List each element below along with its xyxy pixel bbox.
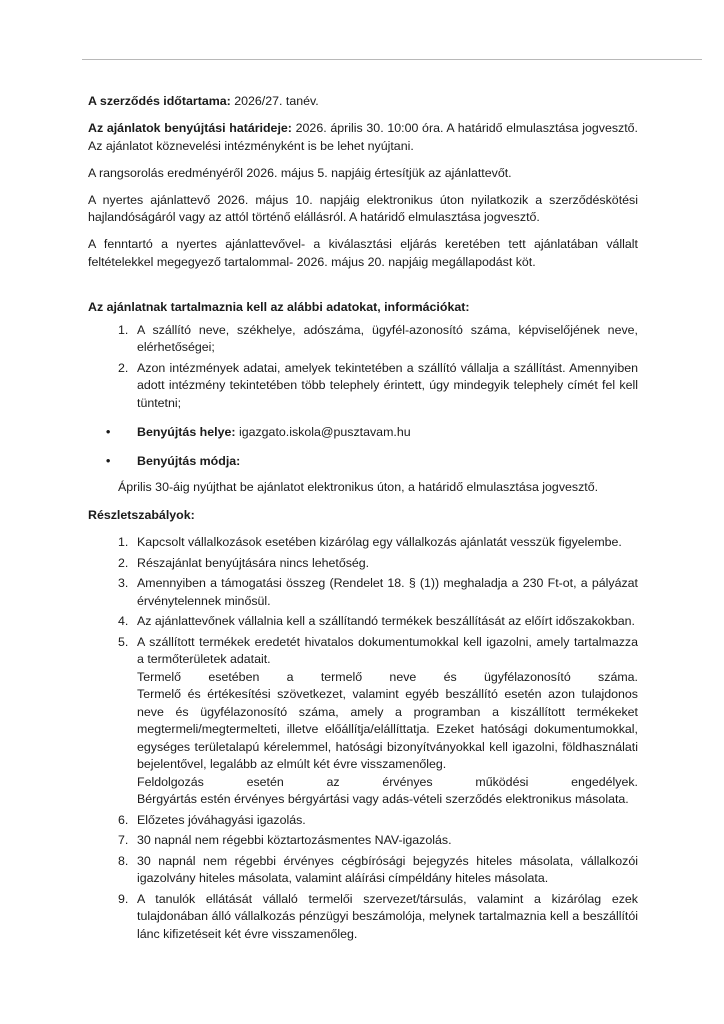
submission-deadline-label: Az ajánlatok benyújtási határideje: bbox=[88, 121, 292, 135]
list-number: 2. bbox=[118, 360, 129, 375]
list-text: A tanulók ellátását vállaló termelői szervezet/társulás, valamint a kizárólag ezek tulajdonában álló vállalkozás pénzügyi beszámolója, melynek tartalmaznia kell a beszállítói lánc kifizetéseit két évre visszamenőleg. bbox=[137, 891, 638, 941]
submission-place bbox=[88, 424, 638, 442]
cooperative-subtext: Termelő és értékesítési szövetkezet, valamint egyéb beszállító esetén azon tulajdonos neve és ügyfélazonosító száma, amely a programban a kiszállított termékeket megtermeli/megtermelteti, illetve előállítja/elállíttatja. Ezeket hatósági dokumentumokkal, egységes területalapú kérelemmel, hatósági bizonyítványokkal kell igazolni, földhasználati bejelentővel, legalább az elmúlt két évre visszamenőleg. bbox=[137, 687, 638, 771]
list-item bbox=[88, 555, 638, 573]
list-text: Kapcsolt vállalkozások esetében kizárólag egy vállalkozás ajánlatát vesszük figyelembe. bbox=[137, 535, 622, 549]
submission-deadline bbox=[88, 120, 638, 155]
list-number: 4. bbox=[118, 614, 129, 628]
list-item bbox=[88, 812, 638, 830]
submission-place-label: Benyújtás helye: bbox=[137, 425, 236, 439]
list-text: Azon intézmények adatai, amelyek tekintetében a szállító vállalja a szállítást. Amennyiben adott intézmény tekintetében több telephely érintett, úgy mindegyik telephely címét fel kell tüntetni; bbox=[137, 360, 638, 410]
contract-manufacturing-subtext: Bérgyártás estén érvényes bérgyártási vagy adás-vételi szerződés elektronikus másolata. bbox=[137, 792, 629, 806]
list-item bbox=[88, 853, 638, 888]
list-item bbox=[88, 634, 638, 809]
processing-subtext: Feldolgozás esetén az érvényes működési engedélyek. bbox=[137, 774, 638, 789]
submission-email-link[interactable]: igazgato.iskola@pusztavam.hu bbox=[238, 425, 411, 439]
submission-list bbox=[88, 424, 638, 470]
list-text: Előzetes jóváhagyási igazolás. bbox=[137, 812, 306, 827]
ranking-paragraph: A rangsorolás eredményéről 2026. május 5. napjáig értesítjük az ajánlattevőt. bbox=[88, 165, 512, 180]
list-item bbox=[88, 534, 638, 552]
list-item bbox=[88, 832, 638, 850]
rules-list bbox=[88, 534, 638, 943]
rules-section-title: Részletszabályok: bbox=[88, 507, 195, 522]
list-number: 3. bbox=[118, 576, 129, 590]
bullet-icon: • bbox=[106, 425, 111, 439]
submission-mode-text: Április 30-áig nyújthat be ajánlatot elektronikus úton, a határidő elmulasztása jogvesztő. bbox=[118, 480, 599, 494]
list-text: A szállító neve, székhelye, adószáma, ügyfél-azonosító száma, képviselőjének neve, elérhetőségei; bbox=[137, 322, 638, 354]
list-number: 7. bbox=[118, 833, 129, 847]
contents-list bbox=[88, 322, 638, 413]
contract-duration-label: A szerződés időtartama: bbox=[88, 94, 231, 108]
list-item bbox=[88, 613, 638, 631]
list-text: 30 napnál nem régebbi köztartozásmentes NAV-igazolás. bbox=[137, 833, 452, 847]
list-number: 6. bbox=[118, 812, 129, 827]
list-number: 5. bbox=[118, 634, 129, 649]
contents-section-title: Az ajánlatnak tartalmaznia kell az alábbi adatokat, információkat: bbox=[88, 300, 470, 314]
list-item bbox=[88, 891, 638, 944]
contract-duration-value: 2026/27. tanév. bbox=[234, 94, 319, 108]
submission-mode-label: Benyújtás módja: bbox=[137, 453, 241, 468]
list-item bbox=[88, 360, 638, 413]
list-number: 2. bbox=[118, 555, 129, 570]
list-item bbox=[88, 322, 638, 357]
list-number: 8. bbox=[118, 853, 129, 868]
bullet-icon: • bbox=[106, 453, 111, 468]
contract-duration bbox=[88, 93, 638, 111]
submission-deadline-value: 2026. április 30. 10:00 óra. A határidő elmulasztása jogvesztő. Az ajánlatot köznevelési intézményként is be lehet nyújtani. bbox=[88, 121, 638, 153]
list-text: Az ajánlattevőnek vállalnia kell a szállítandó termékek beszállítását az előírt időszakokban. bbox=[137, 614, 635, 628]
list-number: 1. bbox=[118, 322, 129, 337]
submission-mode bbox=[88, 453, 638, 471]
header-rule bbox=[82, 59, 702, 60]
list-text: A szállított termékek eredetét hivatalos dokumentumokkal kell igazolni, amely tartalmazza a termőterületek adatait. bbox=[137, 634, 638, 666]
producer-subtext: Termelő esetében a termelő neve és ügyfélazonosító száma. bbox=[137, 669, 638, 684]
winner-paragraph: A nyertes ajánlattevő 2026. május 10. napjáig elektronikus úton nyilatkozik a szerződéskötési hajlandóságáról vagy az attól történő elállásról. A határidő elmulasztása jogvesztő. bbox=[88, 192, 638, 224]
document-body bbox=[88, 93, 638, 946]
list-number: 9. bbox=[118, 891, 129, 906]
list-text: 30 napnál nem régebbi érvényes cégbírósági bejegyzés hiteles másolata, vállalkozói igazolvány hiteles másolata, valamint aláírási címpéldány hiteles másolata. bbox=[137, 853, 638, 885]
list-item bbox=[88, 575, 638, 610]
operator-paragraph: A fenntartó a nyertes ajánlattevővel- a kiválasztási eljárás keretében tett ajánlatában vállalt feltételekkel megegyező tartalommal- 2026. május 20. napjáig megállapodást köt. bbox=[88, 237, 638, 269]
list-text: Amennyiben a támogatási összeg (Rendelet 18. § (1)) meghaladja a 230 Ft-ot, a pályázat érvénytelennek minősül. bbox=[137, 576, 638, 608]
list-number: 1. bbox=[118, 535, 129, 549]
list-text: Részajánlat benyújtására nincs lehetőség. bbox=[137, 555, 370, 570]
